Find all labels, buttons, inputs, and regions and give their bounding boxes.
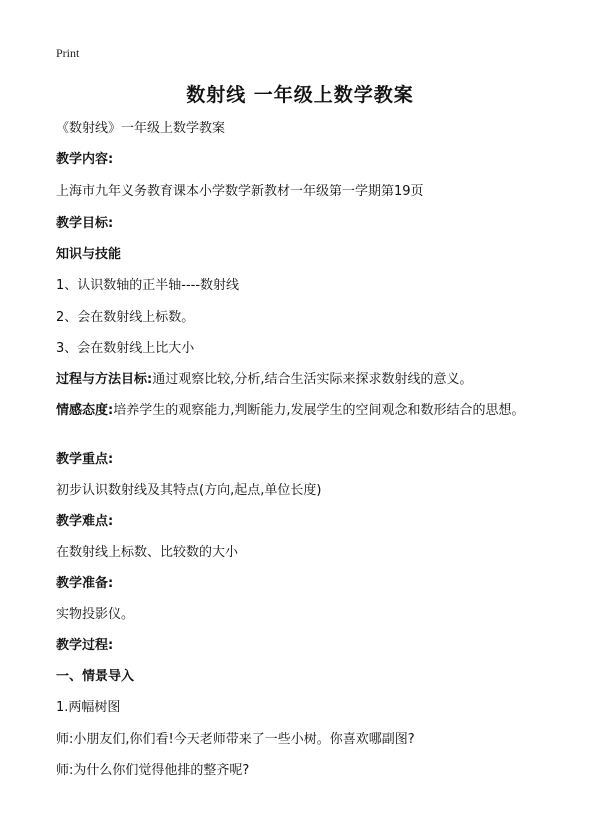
key-points-text: 初步认识数射线及其特点(方向,起点,单位长度)	[56, 483, 322, 498]
attitude-label: 情感态度:	[56, 403, 114, 418]
goal-heading: 教学目标:	[56, 216, 114, 231]
attitude-paragraph	[56, 402, 534, 420]
print-label: Print	[56, 46, 80, 60]
attitude-text: 培养学生的观察能力,判断能力,发展学生的空间观念和数形结合的思想。	[113, 403, 525, 418]
document-subtitle: 《数射线》一年级上数学教案	[56, 121, 226, 136]
content-heading: 教学内容:	[56, 152, 114, 167]
section-1-heading: 一、情景导入	[56, 669, 135, 684]
procedure-heading: 教学过程:	[56, 638, 114, 653]
preparation-heading: 教学准备:	[56, 576, 114, 591]
preparation-text: 实物投影仪。	[56, 607, 135, 622]
process-goal-text: 通过观察比较,分析,结合生活实际来探求数射线的意义。	[152, 372, 473, 387]
difficulty-text: 在数射线上标数、比较数的大小	[56, 545, 239, 560]
item-1: 1.两幅树图	[56, 700, 121, 715]
dialog-line-2: 师:为什么你们觉得他排的整齐呢?	[56, 763, 250, 778]
difficulty-heading: 教学难点:	[56, 514, 114, 529]
key-points-heading: 教学重点:	[56, 452, 114, 467]
dialog-line-1: 师:小朋友们,你们看!今天老师带来了一些小树。你喜欢哪副图?	[56, 732, 415, 747]
skill-item-2: 2、会在数射线上标数。	[56, 310, 195, 325]
skill-item-3: 3、会在数射线上比大小	[56, 341, 195, 356]
skills-heading: 知识与技能	[56, 247, 122, 262]
skill-item-1: 1、认识数轴的正半轴----数射线	[56, 278, 240, 293]
process-goal-paragraph	[56, 371, 556, 389]
process-goal-label: 过程与方法目标:	[56, 372, 153, 387]
content-text: 上海市九年义务教育课本小学数学新教材一年级第一学期第19页	[56, 184, 424, 199]
document-title: 数射线 一年级上数学教案	[186, 84, 414, 106]
